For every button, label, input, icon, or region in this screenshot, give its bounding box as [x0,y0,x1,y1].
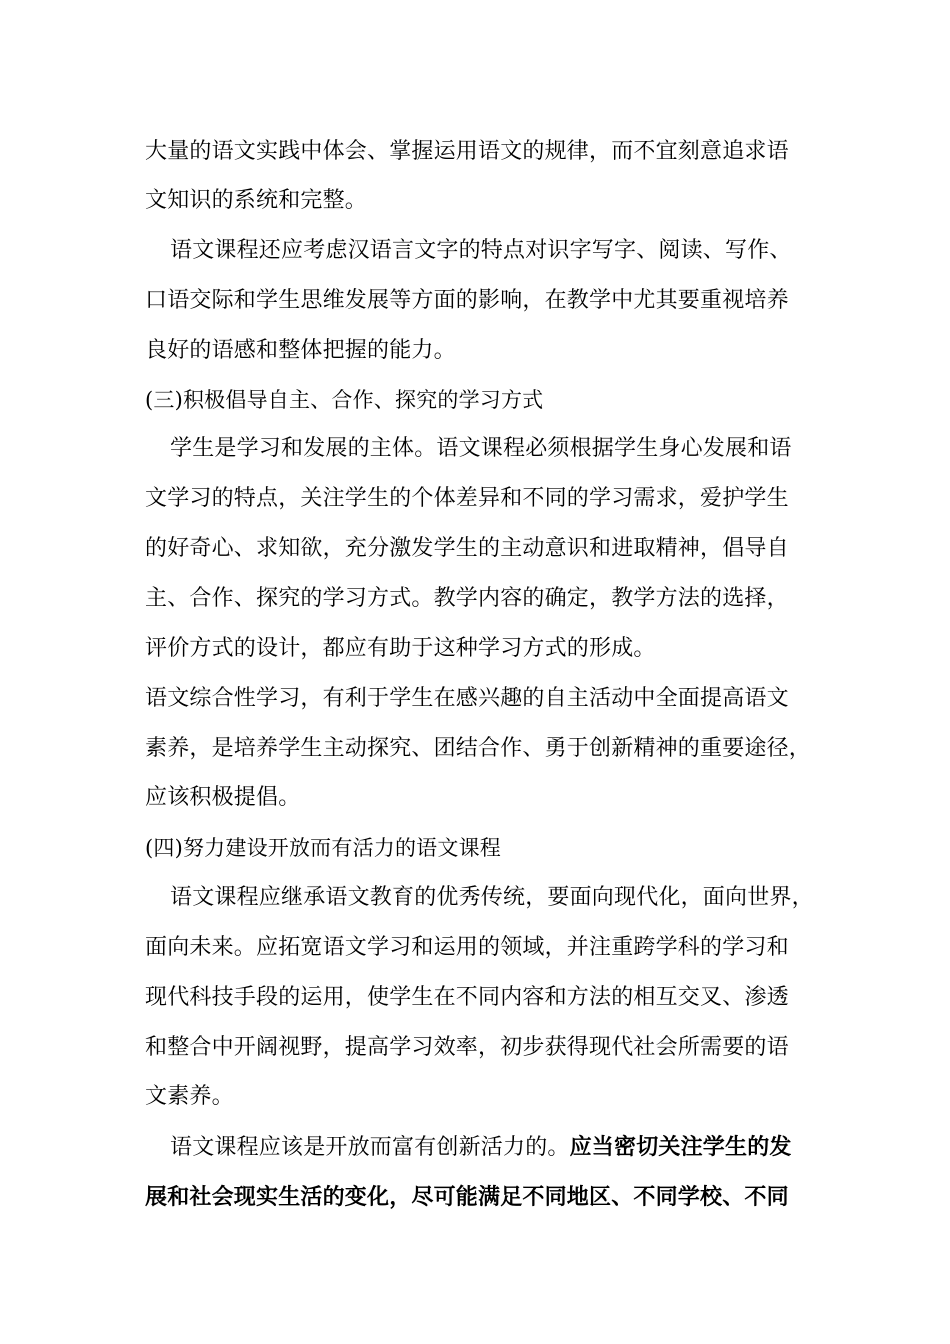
paragraph-4-line-2: 素养，是培养学生主动探究、团结合作、勇于创新精神的重要途径， [145,736,812,761]
paragraph-3-line-3: 的好奇心、求知欲，充分激发学生的主动意识和进取精神，倡导自 [145,536,789,561]
paragraph-5-line-2: 面向未来。应拓宽语文学习和运用的领域，并注重跨学科的学习和 [145,935,789,960]
paragraph-4-line-3: 应该积极提倡。 [145,785,301,810]
paragraph-5-line-1: 语文课程应继承语文教育的优秀传统，要面向现代化，面向世界， [170,885,814,910]
section-heading-4: (四)努力建设开放而有活力的语文课程 [145,836,501,860]
paragraph-2-line-3: 良好的语感和整体把握的能力。 [145,338,456,363]
paragraph-6-line-2: 展和社会现实生活的变化，尽可能满足不同地区、不同学校、不同 [145,1184,789,1210]
paragraph-1-line-1: 大量的语文实践中体会、掌握运用语文的规律，而不宜刻意追求语 [145,139,789,164]
paragraph-6-bold-text: 应当密切关注学生的发 [569,1134,792,1160]
paragraph-6-normal-text: 语文课程应该是开放而富有创新活力的。 [170,1135,570,1160]
paragraph-3-line-2: 文学习的特点，关注学生的个体差异和不同的学习需求，爱护学生 [145,486,789,511]
paragraph-3-line-4: 主、合作、探究的学习方式。教学内容的确定，教学方法的选择， [145,586,789,611]
paragraph-2-line-1: 语文课程还应考虑汉语言文字的特点对识字写字、阅读、写作、 [170,238,792,263]
paragraph-5-line-3: 现代科技手段的运用，使学生在不同内容和方法的相互交叉、渗透 [145,985,789,1010]
paragraph-5-line-5: 文素养。 [145,1084,234,1109]
paragraph-3-line-5: 评价方式的设计，都应有助于这种学习方式的形成。 [145,636,656,661]
paragraph-4-line-1: 语文综合性学习，有利于学生在感兴趣的自主活动中全面提高语文 [145,686,789,711]
paragraph-2-line-2: 口语交际和学生思维发展等方面的影响，在教学中尤其要重视培养 [145,288,789,313]
section-heading-3: (三)积极倡导自主、合作、探究的学习方式 [145,388,544,412]
paragraph-3-line-1: 学生是学习和发展的主体。语文课程必须根据学生身心发展和语 [170,436,792,461]
paragraph-1-line-2: 文知识的系统和完整。 [145,188,368,213]
paragraph-5-line-4: 和整合中开阔视野，提高学习效率，初步获得现代社会所需要的语 [145,1035,789,1060]
paragraph-6-line-1 [170,1132,792,1163]
